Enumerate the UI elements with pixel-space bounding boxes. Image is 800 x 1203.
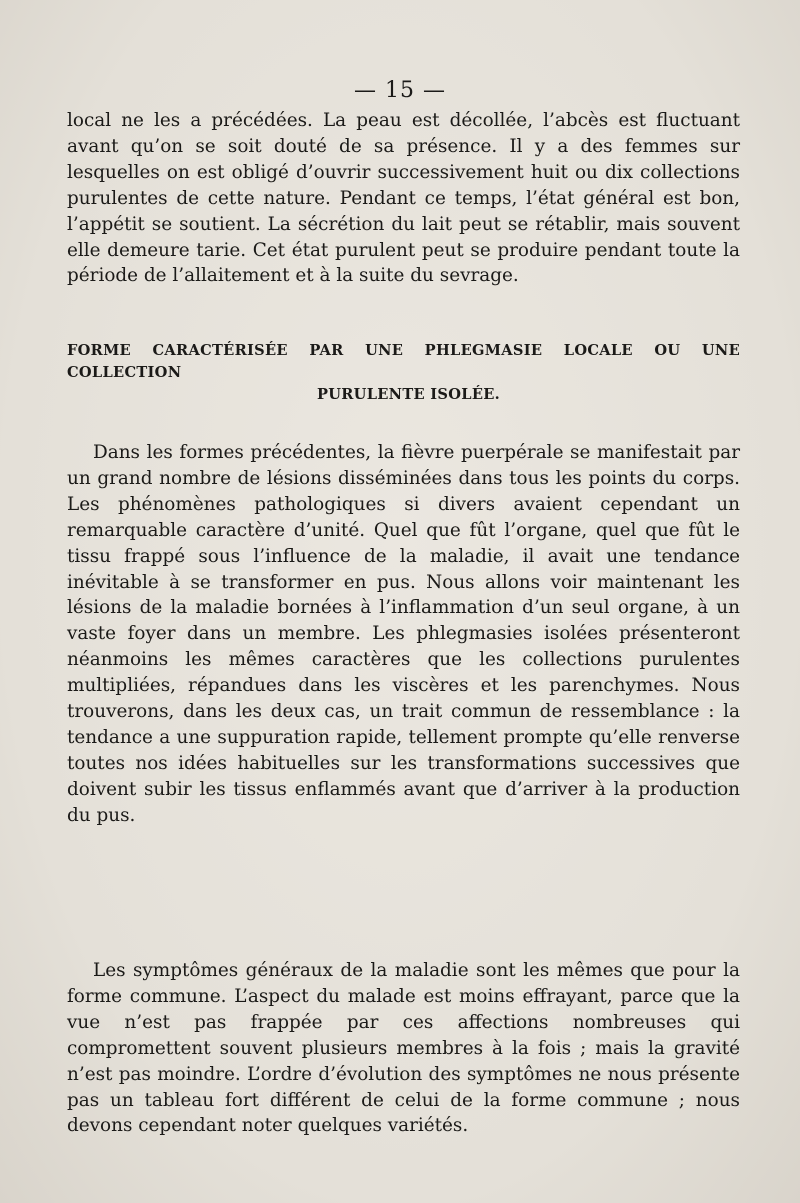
page-number: — 15 —	[354, 78, 446, 103]
section-heading-line-2: PURULENTE ISOLÉE.	[316, 386, 501, 403]
paragraph-symptomes: Les symptômes généraux de la maladie sont les mêmes que pour la forme commune. L’aspect du malade est moins effrayant, parce que la vue n’est pas frappée par ces affections nombreuses qui compromettent souvent plusieurs membres à la fois ; mais la gravité n’est pas moindre. L’ordre d’évolution des symptômes ne nous présente pas un tableau fort différent de celui de la forme commune ; nous devons cependant noter quelques variétés.	[67, 960, 740, 1137]
paragraph-formes: Dans les formes précédentes, la fièvre puerpérale se manifestait par un grand nombre de lésions disséminées dans tous les points du corps. Les phénomènes pathologiques si divers avaient cependant un remarquable caractère d’unité. Quel que fût l’organe, quel que fût le tissu frappé sous l’influence de la maladie, il avait une tendance inévitable à se transformer en pus. Nous allons voir maintenant les lésions de la maladie bornées à l’inflammation d’un seul organe, à un vaste foyer dans un membre. Les phlegmasies isolées présenteront néanmoins les mêmes caractères que les collections purulentes multipliées, répandues dans les viscères et les parenchymes. Nous trouverons, dans les deux cas, un trait commun de ressemblance : la tendance a une suppuration rapide, tellement prompte qu’elle renverse toutes nos idées habituelles sur les transformations successives que doivent subir les tissus enflammés avant que d’arriver à la production du pus.	[67, 442, 740, 826]
paragraph-intro: local ne les a précédées. La peau est décollée, l’abcès est fluctuant avant qu’on se soit douté de sa présence. Il y a des femmes sur lesquelles on est obligé d’ouvrir successivement huit ou dix collections purulentes de cette nature. Pendant ce temps, l’état général est bon, l’appétit se soutient. La sécrétion du lait peut se rétablir, mais souvent elle demeure tarie. Cet état purulent peut se produire pendant toute la période de l’allaitement et à la suite du sevrage.	[67, 110, 740, 287]
section-heading-line-1: FORME CARACTÉRISÉE PAR UNE PHLEGMASIE LOCALE OU UNE COLLECTION	[67, 342, 740, 381]
section-heading	[67, 340, 740, 406]
